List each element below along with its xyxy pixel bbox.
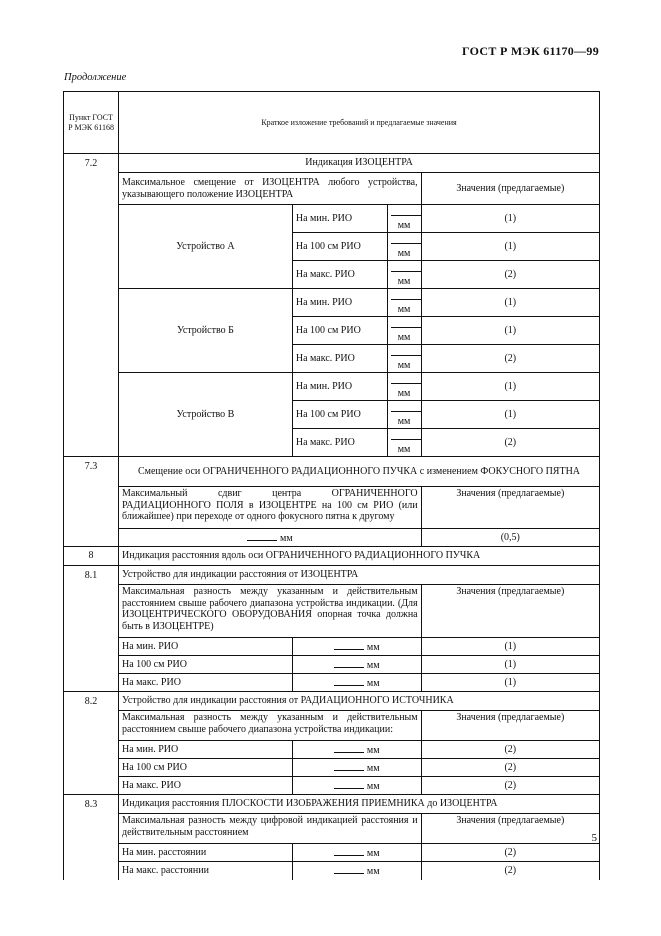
value-cell: (2)	[421, 261, 599, 289]
row-label: На 100 см РИО	[292, 233, 387, 261]
blank-mm	[292, 759, 421, 777]
blank-mm	[387, 429, 421, 457]
value-cell: (1)	[421, 638, 599, 656]
section-desc-8-2: Максимальная разность между указанным и действительным расстоянием свыше рабочего диапазона устройства индикации:	[119, 711, 422, 741]
blank-line	[391, 318, 421, 328]
value-cell: (2)	[421, 759, 599, 777]
section-title-8-3: Индикация расстояния ПЛОСКОСТИ ИЗОБРАЖЕНИЯ ПРИЕМНИКА до ИЗОЦЕНТРА	[119, 795, 600, 814]
row-label: На макс. РИО	[292, 261, 387, 289]
blank-line	[391, 290, 421, 300]
row-label: На мин. РИО	[292, 373, 387, 401]
section-number-8-2: 8.2	[64, 692, 119, 795]
page-number: 5	[591, 832, 597, 844]
blank-mm	[292, 638, 421, 656]
row-label: На 100 см РИО	[292, 317, 387, 345]
blank-line	[334, 864, 364, 874]
value-cell: (2)	[421, 345, 599, 373]
value-cell: (1)	[421, 373, 599, 401]
section-desc-8-1: Максимальная разность между указанным и действительным расстоянием свыше рабочего диапазона устройства индикации. (Для ИЗОЦЕНТРИЧЕСКОГО ОБОРУДОВАНИЯ опорная точка должна быть в ИЗОЦЕНТРЕ)	[119, 585, 422, 638]
unit-label: мм	[397, 275, 411, 287]
section-title-8: Индикация расстояния вдоль оси ОГРАНИЧЕННОГО РАДИАЦИОННОГО ПУЧКА	[119, 547, 600, 566]
row-label: На макс. расстоянии	[119, 862, 293, 880]
section-number-8: 8	[64, 547, 119, 566]
value-cell: (1)	[421, 674, 599, 692]
section-title-7-3: Смещение оси ОГРАНИЧЕННОГО РАДИАЦИОННОГО ПУЧКА с изменением ФОКУСНОГО ПЯТНА	[119, 457, 600, 487]
unit-label: мм	[397, 443, 411, 455]
blank-line	[391, 402, 421, 412]
blank-line	[334, 846, 364, 856]
blank-mm	[387, 317, 421, 345]
unit-label: мм	[397, 331, 411, 343]
blank-mm	[387, 261, 421, 289]
blank-line	[334, 640, 364, 650]
row-label: На макс. РИО	[292, 345, 387, 373]
blank-line	[334, 658, 364, 668]
values-header-8-1: Значения (предлагаемые)	[421, 585, 599, 638]
blank-mm	[387, 205, 421, 233]
blank-mm	[387, 289, 421, 317]
row-label: На макс. РИО	[119, 674, 293, 692]
blank-line	[391, 346, 421, 356]
value-cell: (1)	[421, 233, 599, 261]
blank-mm	[292, 844, 421, 862]
unit-label: мм	[366, 677, 380, 689]
row-label: На 100 см РИО	[119, 656, 293, 674]
section-title-8-1: Устройство для индикации расстояния от ИЗОЦЕНТРА	[119, 566, 600, 585]
unit-label: мм	[366, 641, 380, 653]
blank-line	[247, 531, 277, 541]
value-cell: (1)	[421, 317, 599, 345]
blank-mm	[119, 529, 422, 547]
unit-label: мм	[397, 359, 411, 371]
continuation-label: Продолжение	[64, 72, 127, 83]
unit-label: мм	[366, 866, 380, 877]
row-label: На 100 см РИО	[292, 401, 387, 429]
blank-line	[391, 262, 421, 272]
blank-line	[391, 206, 421, 216]
blank-mm	[292, 656, 421, 674]
row-label: На 100 см РИО	[119, 759, 293, 777]
section-desc-7-2: Максимальное смещение от ИЗОЦЕНТРА любого устройства, указывающего положение ИЗОЦЕНТРА	[119, 173, 422, 205]
device-name: Устройство А	[119, 205, 293, 289]
table-header-row	[64, 92, 600, 154]
value-cell: (2)	[421, 777, 599, 795]
section-number-7-2: 7.2	[64, 154, 119, 457]
blank-mm	[292, 862, 421, 880]
row-label: На мин. расстоянии	[119, 844, 293, 862]
value-cell: (0,5)	[421, 529, 599, 547]
value-cell: (1)	[421, 205, 599, 233]
blank-mm	[292, 777, 421, 795]
values-header-8-2: Значения (предлагаемые)	[421, 711, 599, 741]
row-label: На мин. РИО	[292, 289, 387, 317]
device-name: Устройство В	[119, 373, 293, 457]
section-desc-7-3: Максимальный сдвиг центра ОГРАНИЧЕННОГО РАДИАЦИОННОГО ПОЛЯ в ИЗОЦЕНТРЕ на 100 см РИО (или ближайшее) при переходе от одного фокусного пятна к другому	[119, 487, 422, 529]
blank-line	[334, 743, 364, 753]
blank-line	[391, 234, 421, 244]
blank-mm	[292, 674, 421, 692]
row-label: На мин. РИО	[119, 638, 293, 656]
blank-line	[391, 430, 421, 440]
blank-mm	[387, 233, 421, 261]
row-label: На макс. РИО	[119, 777, 293, 795]
value-cell: (2)	[421, 741, 599, 759]
blank-line	[391, 374, 421, 384]
values-header-7-2: Значения (предлагаемые)	[421, 173, 599, 205]
section-number-8-3: 8.3	[64, 795, 119, 880]
blank-mm	[387, 345, 421, 373]
unit-label: мм	[397, 219, 411, 231]
blank-mm	[387, 373, 421, 401]
unit-label: мм	[366, 847, 380, 859]
value-cell: (2)	[421, 429, 599, 457]
row-label: На мин. РИО	[292, 205, 387, 233]
section-desc-8-3: Максимальная разность между цифровой индикацией расстояния и действительным расстоянием	[119, 814, 422, 844]
requirements-table	[63, 91, 600, 880]
device-name: Устройство Б	[119, 289, 293, 373]
unit-label: мм	[279, 532, 293, 544]
unit-label: мм	[397, 247, 411, 259]
unit-label: мм	[366, 780, 380, 792]
values-header-8-3: Значения (предлагаемые)	[421, 814, 599, 844]
column-header-point: Пункт ГОСТ Р МЭК 61168	[64, 92, 119, 154]
unit-label: мм	[397, 387, 411, 399]
section-title-8-2: Устройство для индикации расстояния от РАДИАЦИОННОГО ИСТОЧНИКА	[119, 692, 600, 711]
column-header-description: Краткое изложение требований и предлагаемые значения	[119, 92, 600, 154]
section-title-7-2: Индикация ИЗОЦЕНТРА	[119, 154, 600, 173]
value-cell: (1)	[421, 401, 599, 429]
section-number-7-3: 7.3	[64, 457, 119, 547]
value-cell: (2)	[421, 844, 599, 862]
values-header-7-3: Значения (предлагаемые)	[421, 487, 599, 529]
unit-label: мм	[397, 303, 411, 315]
blank-line	[334, 779, 364, 789]
blank-mm	[292, 741, 421, 759]
blank-line	[334, 761, 364, 771]
unit-label: мм	[366, 659, 380, 671]
row-label: На макс. РИО	[292, 429, 387, 457]
row-label: На мин. РИО	[119, 741, 293, 759]
value-cell: (1)	[421, 656, 599, 674]
blank-mm	[387, 401, 421, 429]
blank-line	[334, 676, 364, 686]
unit-label: мм	[366, 744, 380, 756]
document-header-standard: ГОСТ Р МЭК 61170—99	[461, 44, 599, 58]
value-cell: (1)	[421, 289, 599, 317]
unit-label: мм	[366, 762, 380, 774]
unit-label: мм	[397, 415, 411, 427]
value-cell: (2)	[421, 862, 599, 880]
section-number-8-1: 8.1	[64, 566, 119, 692]
